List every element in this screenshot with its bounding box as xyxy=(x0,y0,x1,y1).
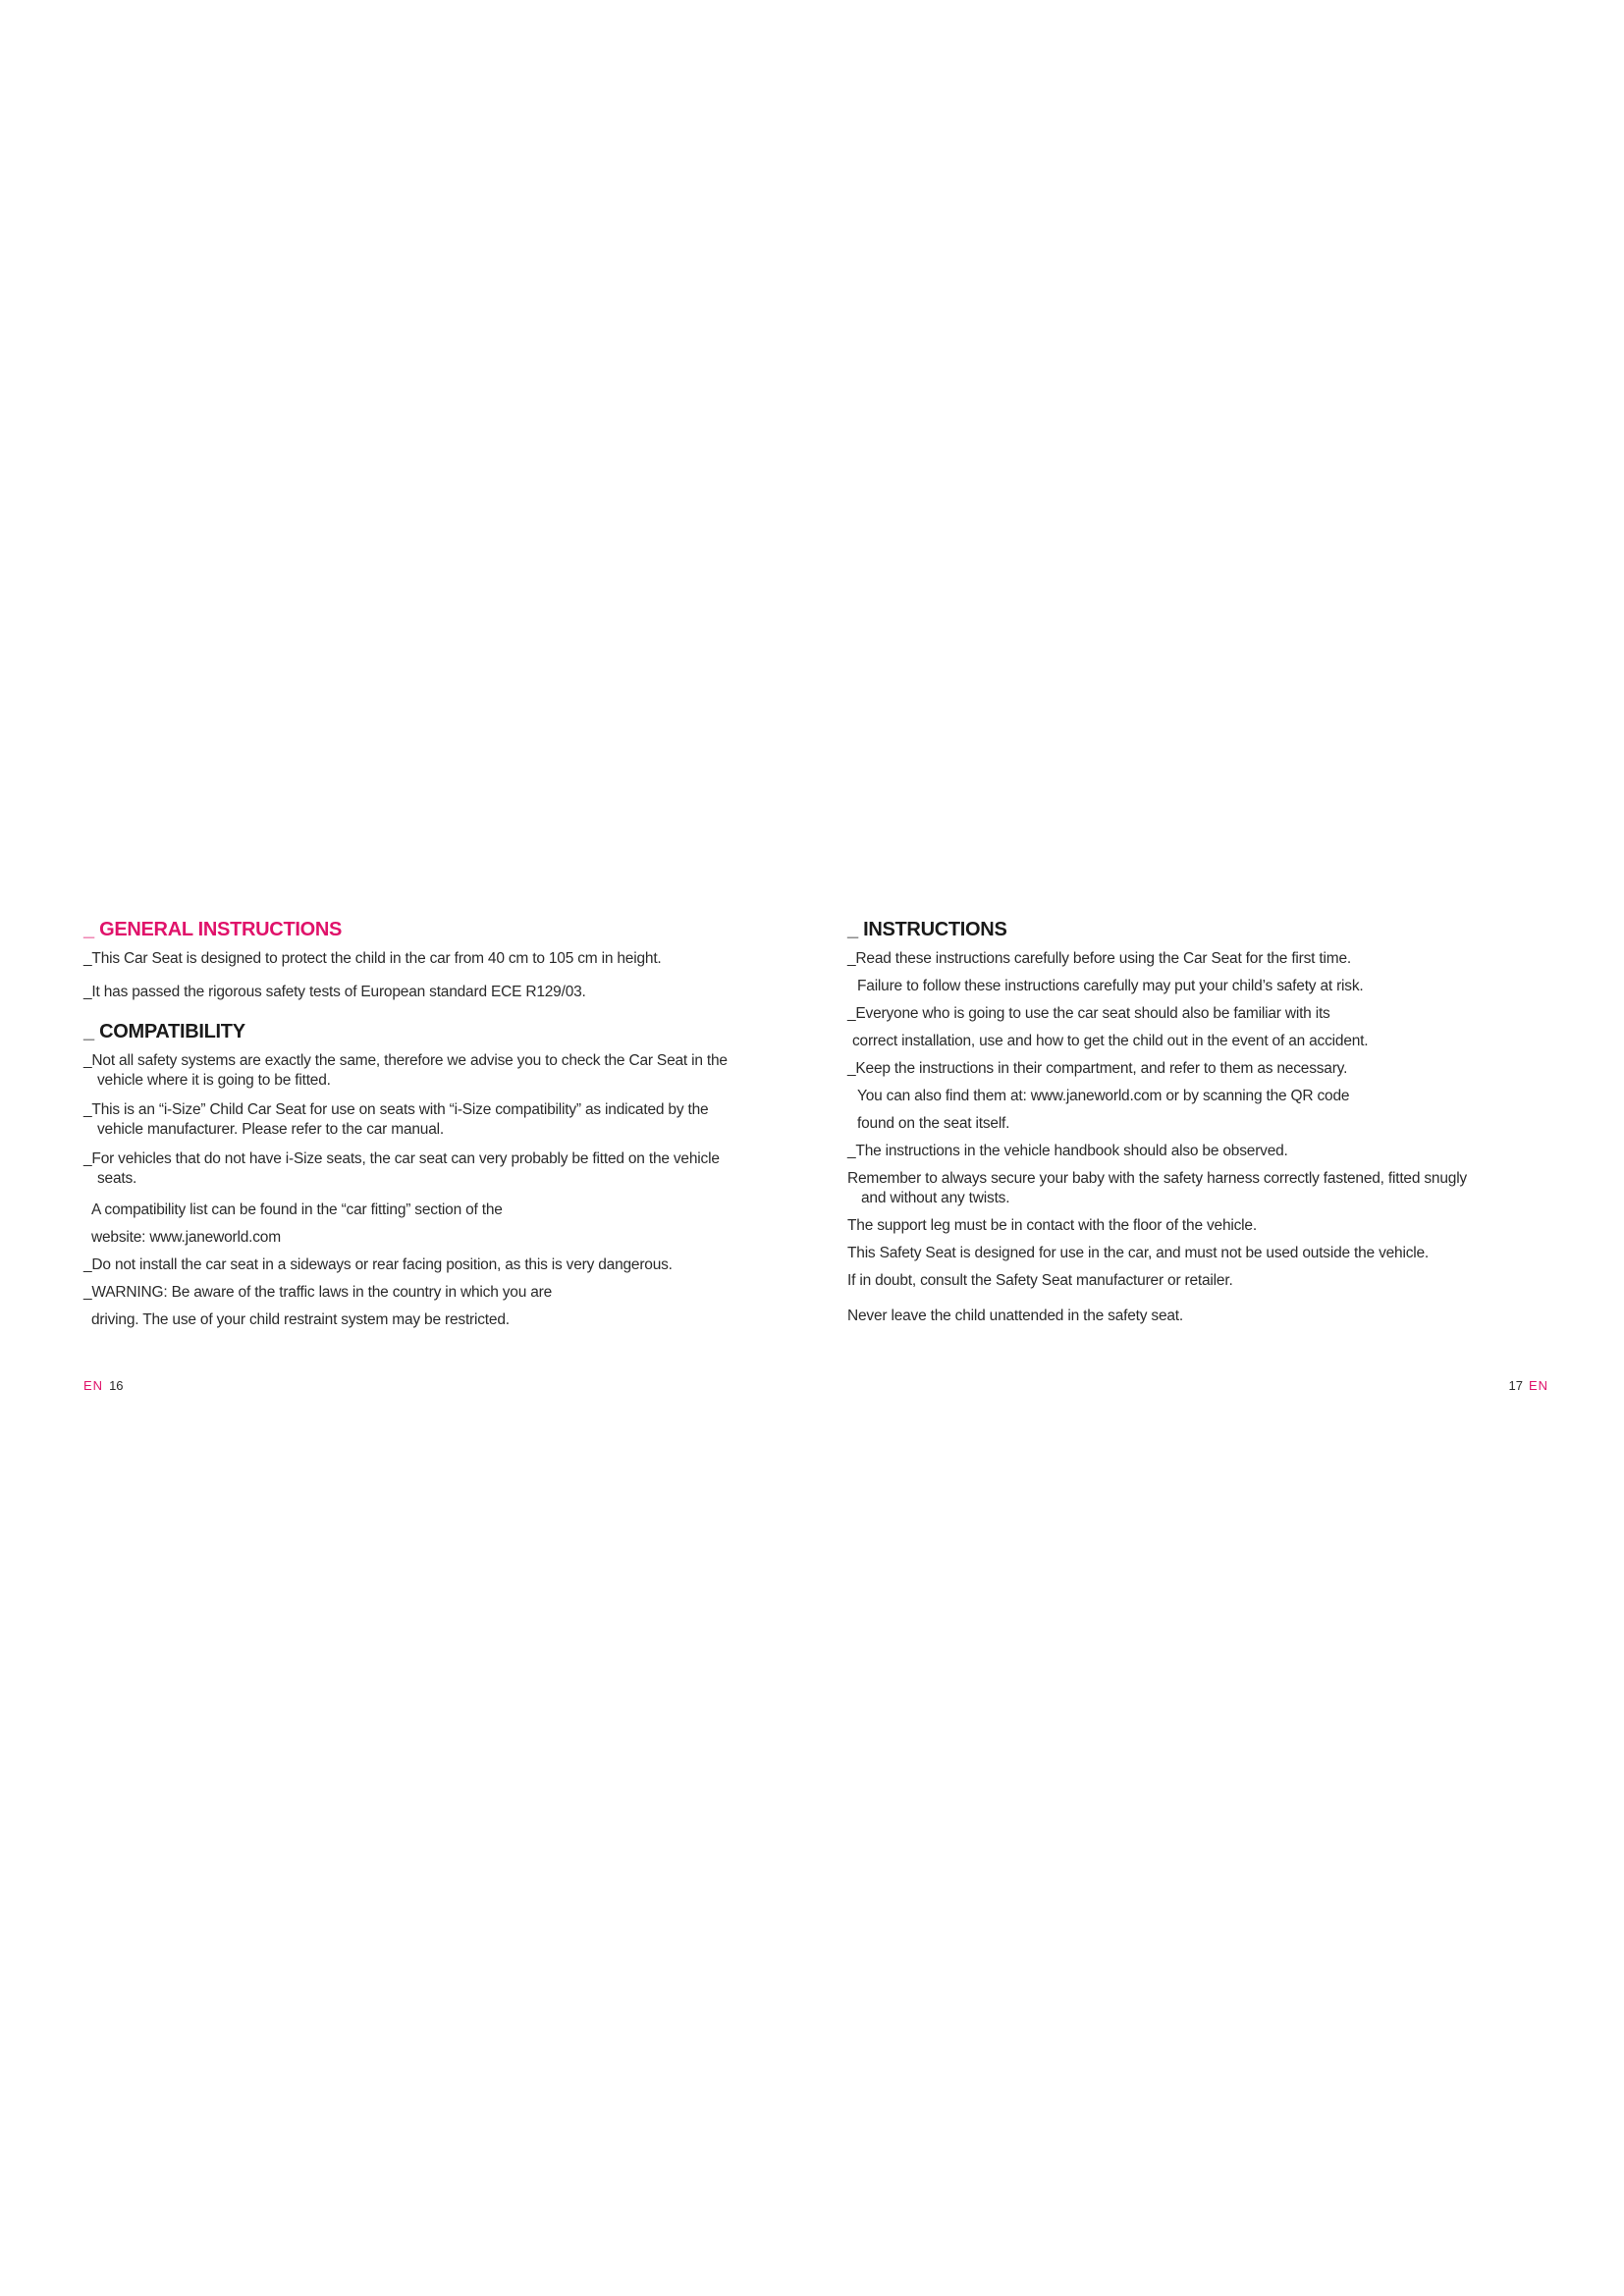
instructions-line: found on the seat itself. xyxy=(857,1115,1010,1132)
compat-paragraph xyxy=(83,1100,790,1140)
compat-line: seats. xyxy=(97,1170,137,1187)
instructions-paragraph xyxy=(847,1169,1554,1208)
instructions-line: Failure to follow these instructions carefully may put your child’s safety at risk. xyxy=(857,978,1364,994)
instructions-heading: _ INSTRUCTIONS xyxy=(847,919,1007,940)
compat-paragraph xyxy=(83,1051,790,1091)
page-number-left: 16 xyxy=(109,1378,124,1393)
instructions-line: The support leg must be in contact with the floor of the vehicle. xyxy=(847,1217,1257,1234)
page-number-right: 17 xyxy=(1508,1378,1523,1393)
instructions-line: This Safety Seat is designed for use in the car, and must not be used outside the vehicle. xyxy=(847,1245,1430,1261)
instructions-line: and without any twists. xyxy=(861,1190,1010,1206)
instructions-website-line: You can also find them at: www.janeworld.com or by scanning the QR code xyxy=(857,1088,1350,1104)
instructions-line: _Read these instructions carefully before using the Car Seat for the first time. xyxy=(847,950,1351,967)
language-mark: EN xyxy=(1528,1378,1548,1393)
compat-line: vehicle manufacturer. Please refer to the car manual. xyxy=(97,1121,444,1138)
right-page-column xyxy=(847,918,1554,1326)
compat-line: _For vehicles that do not have i-Size seats, the car seat can very probably be fitted on the vehicle xyxy=(83,1150,720,1167)
compat-line: _Do not install the car seat in a sideways or rear facing position, as this is very dangerous. xyxy=(83,1256,673,1273)
footer-left xyxy=(83,1378,130,1393)
left-page-column xyxy=(83,918,790,1330)
general-instructions-heading: _ GENERAL INSTRUCTIONS xyxy=(83,919,343,940)
instructions-line: Remember to always secure your baby with the safety harness correctly fastened, fitted snugly xyxy=(847,1170,1467,1187)
instructions-line: If in doubt, consult the Safety Seat manufacturer or retailer. xyxy=(847,1272,1233,1289)
compat-paragraph xyxy=(83,1149,790,1189)
instructions-line: _Everyone who is going to use the car seat should also be familiar with its xyxy=(847,1005,1330,1022)
warning-line: driving. The use of your child restraint system may be restricted. xyxy=(91,1311,510,1328)
compat-line: _This is an “i-Size” Child Car Seat for use on seats with “i-Size compatibility” as indicated by the xyxy=(83,1101,709,1118)
compat-line: A compatibility list can be found in the “car fitting” section of the xyxy=(91,1201,503,1218)
language-mark: EN xyxy=(83,1378,104,1393)
general-line: _It has passed the rigorous safety tests of European standard ECE R129/03. xyxy=(83,984,586,1000)
compatibility-heading: _ COMPATIBILITY xyxy=(83,1021,245,1042)
warning-line: _WARNING: Be aware of the traffic laws in the country in which you are xyxy=(83,1284,553,1301)
instructions-line: _Keep the instructions in their compartment, and refer to them as necessary. xyxy=(847,1060,1348,1077)
footer-right xyxy=(1502,1378,1548,1393)
instructions-line: Never leave the child unattended in the safety seat. xyxy=(847,1308,1184,1324)
compat-line: _Not all safety systems are exactly the same, therefore we advise you to check the Car Seat in the xyxy=(83,1052,728,1069)
compat-website-line: website: www.janeworld.com xyxy=(91,1229,281,1246)
instructions-line: correct installation, use and how to get the child out in the event of an accident. xyxy=(852,1033,1369,1049)
general-line: _This Car Seat is designed to protect the child in the car from 40 cm to 105 cm in height. xyxy=(83,950,662,967)
instructions-line: _The instructions in the vehicle handbook should also be observed. xyxy=(847,1143,1288,1159)
compat-line: vehicle where it is going to be fitted. xyxy=(97,1072,331,1089)
